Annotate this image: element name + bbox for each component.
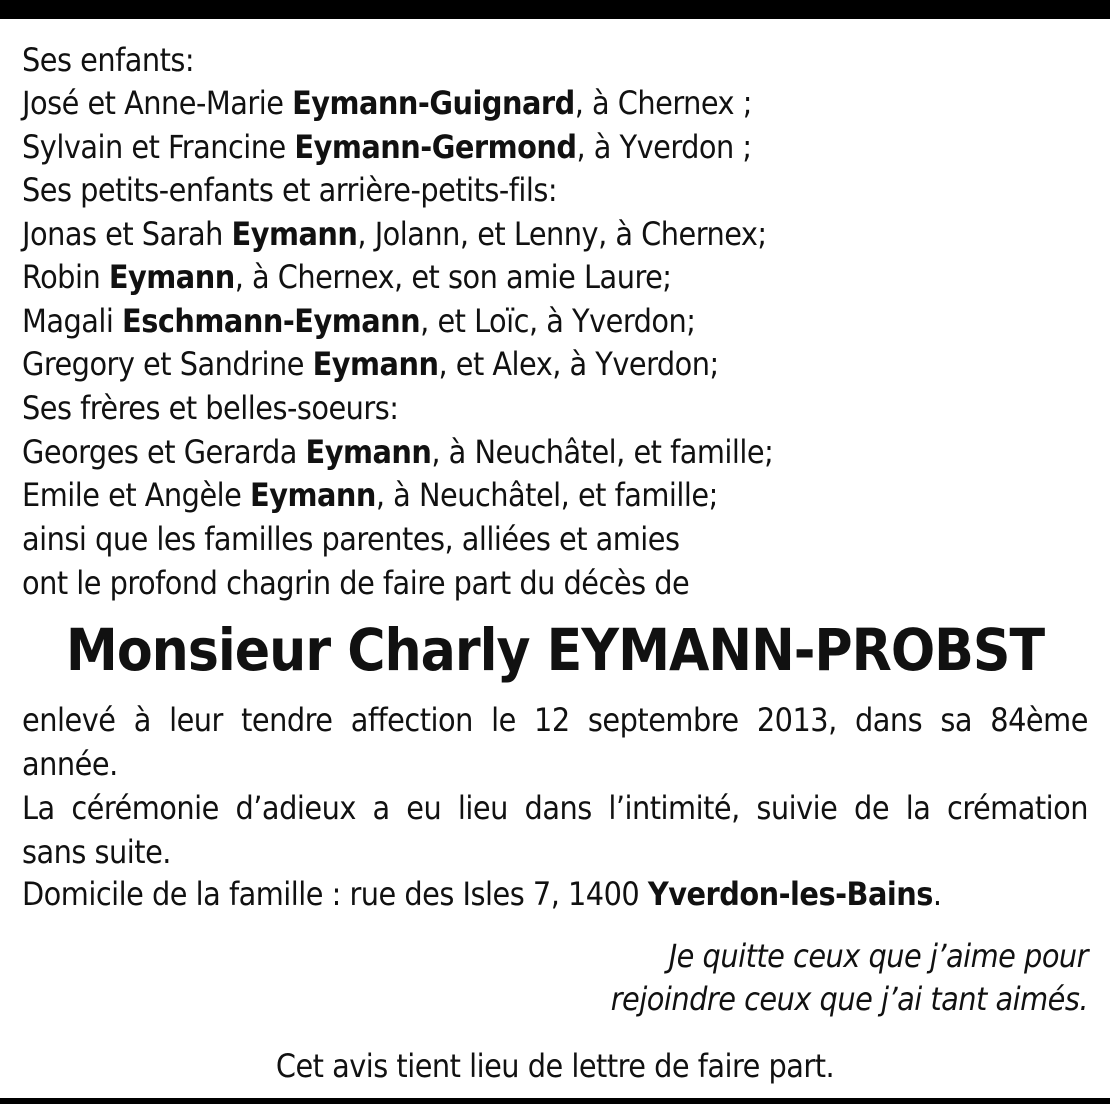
word: dans	[854, 701, 923, 739]
family-line	[22, 430, 773, 474]
deceased-name: Monsieur Charly EYMANN-PROBST	[65, 616, 1045, 684]
family-line-text: Ses enfants:	[22, 41, 195, 79]
family-line-text: Emile et Angèle	[22, 476, 251, 514]
family-line-text: Ses petits-enfants et arrière-petits-fils:	[22, 171, 558, 209]
word: à	[133, 701, 151, 739]
domicile-end: .	[932, 875, 942, 913]
word: de	[854, 789, 890, 827]
family-surname: Eymann-Guignard	[292, 84, 575, 122]
family-line-suffix: , Jolann, et Lenny, à Chernex;	[357, 215, 767, 253]
family-line-suffix: , à Neuchâtel, et famille;	[375, 476, 718, 514]
family-line-text: ainsi que les familles parentes, alliées et amies	[22, 520, 680, 558]
family-line-text: ont le profond chagrin de faire part du décès de	[22, 564, 690, 602]
family-line	[22, 81, 752, 125]
word: septembre	[587, 701, 739, 739]
word: enlevé	[22, 701, 116, 739]
word: le	[491, 701, 516, 739]
family-line-text: Magali	[22, 302, 123, 340]
word: dans	[524, 789, 592, 827]
family-line-text: Sylvain et Francine	[22, 128, 295, 166]
family-line	[22, 38, 194, 82]
family-line-text: Ses frères et belles-soeurs:	[22, 389, 399, 427]
family-line-text: Robin	[22, 258, 109, 296]
domicile-city: Yverdon-les-Bains	[647, 875, 933, 913]
family-line	[22, 473, 718, 517]
ceremony-line-1	[22, 786, 1088, 830]
family-surname: Eymann	[231, 215, 358, 253]
family-line	[22, 125, 752, 169]
quote-line-2: rejoindre ceux que j’ai tant aimés.	[610, 980, 1088, 1018]
word: lieu	[457, 789, 508, 827]
family-line	[22, 255, 671, 299]
family-line-text: Jonas et Sarah	[22, 215, 232, 253]
word: l’intimité,	[608, 789, 740, 827]
word: leur	[169, 701, 223, 739]
word: d’adieux	[235, 789, 356, 827]
family-line	[22, 517, 680, 561]
family-line-suffix: , à Neuchâtel, et famille;	[431, 433, 774, 471]
word: tendre	[241, 701, 333, 739]
family-line-suffix: , à Chernex, et son amie Laure;	[234, 258, 672, 296]
word: suivie	[756, 789, 838, 827]
family-line	[22, 168, 557, 212]
top-border-rule	[0, 0, 1110, 19]
domicile-text: Domicile de la famille : rue des Isles 7, 1400	[22, 875, 648, 913]
family-line-suffix: , et Loïc, à Yverdon;	[420, 302, 696, 340]
family-line-text: José et Anne-Marie	[22, 84, 293, 122]
word: crémation	[947, 789, 1088, 827]
family-surname: Eymann	[250, 476, 376, 514]
family-line-suffix: , à Yverdon ;	[576, 128, 752, 166]
word: 84ème	[990, 701, 1088, 739]
word: 2013,	[756, 701, 837, 739]
family-surname: Eschmann-Eymann	[122, 302, 421, 340]
word: cérémonie	[71, 789, 219, 827]
death-notice-line-1	[22, 698, 1088, 742]
word: eu	[406, 789, 442, 827]
family-line	[22, 561, 689, 605]
family-surname: Eymann-Germond	[294, 128, 577, 166]
family-line	[22, 386, 398, 430]
word: la	[905, 789, 931, 827]
bottom-border-rule	[0, 1098, 1110, 1104]
ceremony-line-2: sans suite.	[22, 833, 171, 871]
word: 12	[534, 701, 570, 739]
word: La	[22, 789, 55, 827]
family-line-text: Gregory et Sandrine	[22, 345, 313, 383]
word: sa	[940, 701, 973, 739]
family-line-suffix: , et Alex, à Yverdon;	[438, 345, 719, 383]
domicile-line	[22, 872, 942, 916]
family-line-suffix: , à Chernex ;	[574, 84, 752, 122]
family-line	[22, 299, 695, 343]
family-line-text: Georges et Gerarda	[22, 433, 306, 471]
word: affection	[350, 701, 473, 739]
family-line	[22, 342, 719, 386]
family-line	[22, 212, 767, 256]
family-surname: Eymann	[305, 433, 432, 471]
death-notice-line-2: année.	[22, 745, 118, 783]
footer-note: Cet avis tient lieu de lettre de faire part.	[275, 1047, 835, 1085]
family-surname: Eymann	[108, 258, 235, 296]
quote-line-1: Je quitte ceux que j’aime pour	[668, 937, 1088, 975]
word: a	[372, 789, 390, 827]
family-surname: Eymann	[312, 345, 439, 383]
